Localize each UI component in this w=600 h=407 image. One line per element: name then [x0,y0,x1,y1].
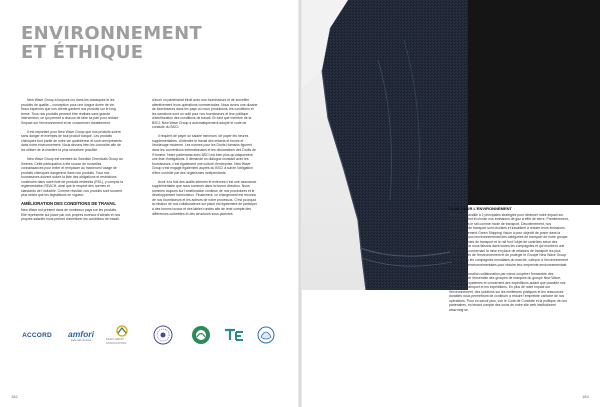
certification-seal-logo [150,323,176,347]
page-title [21,24,221,62]
paragraph: Il requiert de payer un salaire minimum, de payer les heures supplémentaires, d'interdire le travail des enfants et forcés et l'esclavage moderne. Les normes pour les Droits Humains figurent dans les conventions internationales et les déclarations des Droits de l'Homme. Notre partenariat avec BSCI est bien plus qu'uniquement une liste d'obligations. Il demande un dialogue constant avec les fournisseurs, c'est également une culture d'entreprise. New Wave Group s'est engagé également auprès du BSCI à suivre l'obligation d'être contrôlé par des organismes indépendants. [152,134,256,175]
sdg-wheel-icon [191,325,211,345]
paragraph: Il est important pour New Wave Group que nos produits soient sans danger et exempts de tout produit toxique. Les produits chimiques font partie de notre vie quotidienne et sont omniprésents dans notre environnement. Nous devons bien les connaître afin de les utiliser de la manière la plus sécurisée possible. [21,129,122,152]
amfori-tagline: trade with purpose [70,338,92,342]
subheading-working-conditions: AMÉLIORATION DES CONDITIONS DE TRAVAIL [21,201,116,207]
page-number-left: 182 [11,394,18,399]
garment-illustration [300,0,468,290]
text-column-right [449,207,569,317]
page-number-right: 183 [582,394,589,399]
paragraph: De collaboration collaboration par mieux coopérer l'ensemble des compagnies et l'ensemble des groupes de marques du groupe New Wave, nous dirons, systèmes et concernent des expéditions autant que possible nos besoins en transport et les expéditions. En plus de notre impact sur l'environnement, des solutions sur les meilleures pratiques et les ressources durables nous permettront de continuer à réduire l'empreinte carbone de nos opérations. Pour en savoir plus, voir le Code de Conduite et la politique de nos partenaires, en tenant compte des soins de notre site web institutionnel www.nwg.se. [449,271,567,312]
amfori-wordmark: amfori [68,328,94,339]
accord-logo [20,323,54,347]
paragraph: New Wave Group a toujours cru dans les classiques et les produits de qualité – conception pour une longue durée de vie. Nous espérons que nos clients gardent nos produits sur le long terme. Tous nos produits peuvent être réalisés sans grande intervention, ce qui permet à chacun de faire sa part pour réduire l'impact sur l'environnement et de consommer durablement. [21,98,119,125]
fair-labor-mark-icon [115,325,129,337]
textile-exchange-logo [220,323,248,347]
photo-dark-background [468,0,600,205]
page-gutter [298,0,302,407]
text-column-middle [152,98,258,221]
paragraph: New Wave Group est membre du Swedish Chemicals Group au Swerea. Cette participation a été source de nouvelles connaissances pour éviter et remplacer au maximum l'usage de produits chimiques dangereux dans nos produits. Tous nos fournisseurs doivent suivre la liste des obligations et restrictions contenues dans notre liste de produits restreints (RSL), y compris la réglementation REACH, ainsi que le respect des normes et standards de l'industrie. Comme résultat, nos produits sont souvent plus stricts que les législations en vigueur. [21,157,123,198]
paragraph: New Wave travaille à 2 principales stratégies pour diminuer notre impact sur l'environnement et choisir nos émissions de gaz à effet de serre. Premièrement, nous utilisons le rail comme mode de transport. Deuxièmement, nos compagnies de transport sont choisies et travaillent à réduire leurs émissions. Notre département Green Shipping Vision a pour objectif de poser dans la balance un souci environnemental des catégories de transport de notre groupe. Ces compagnies de transport et le rail font l'objet de contrôles selon des études, ce que nous faisons dans toutes les compagnies et qui montrent une amélioration concernant la mise en place de relations de transport les plus respectueuses de l'environnement et de protéger le Groupe New Wave Group travaille avec les compagnies mondiales du marché, caleçon à l'environnement des délivres environnementales pour réduire leur empreinte environnementale. [449,212,569,267]
title-line-1: ENVIRONNEMENT [21,23,203,44]
paragraph: Avoir à la fois des audits internes et externes c'est une assurance supplémentaire que nous sommes dans la bonne direction. Nous sommes toujours sur l'amélioration continue de nos procédures et le développement harmonieux. Finalement, ce changement est reconnu de nos fournisseurs et les acteurs de notre processus. C'est pourquoi la mission de nos collaborateurs sur place est également de participer à des forums locaux et des tables rondes afin de tenir compte des différences culturelles et des structures sous-jacentes. [152,179,257,216]
cotton-boll-icon [255,325,277,345]
title-line-2: ET ÉTHIQUE [21,42,144,63]
model-photo [300,0,468,290]
seal-icon [153,325,173,345]
subheading-environment: PLUS POUR L'ENVIRONNEMENT [449,206,512,211]
textile-exchange-icon [223,327,245,343]
paragraph: New Wave est présent dans de nombreux pays sur les produits. Elle représente sur place par nos propres bureaux d'achats et nos propres salariés nous permet d'améliorer les conditions de travail. [21,207,121,222]
paragraph: d'avoir un partenariat étroit avec nos fournisseurs et de surveiller attentivement leurs opérations commerciales. Nous avons une dizaine de fournisseurs dans les pays où nous produisons, les conditions et les sanctions sont un outil pour nos fournisseurs et leur politique d'amélioration des conditions de travail. En tant que membre de la BSCI, New Wave Group a automatiquement adopté le code de conduite du BSCI. [152,98,258,130]
fair-labor-logo [106,323,138,347]
accord-wordmark: ACCORD [22,331,52,339]
amfori-logo [64,323,98,347]
fair-labor-wordmark: FAIR LABOR ASSOCIATION [106,337,127,345]
better-cotton-logo [252,323,280,347]
partner-logos [20,323,280,347]
sdg-wheel-logo [188,323,214,347]
text-column-left [21,98,123,226]
